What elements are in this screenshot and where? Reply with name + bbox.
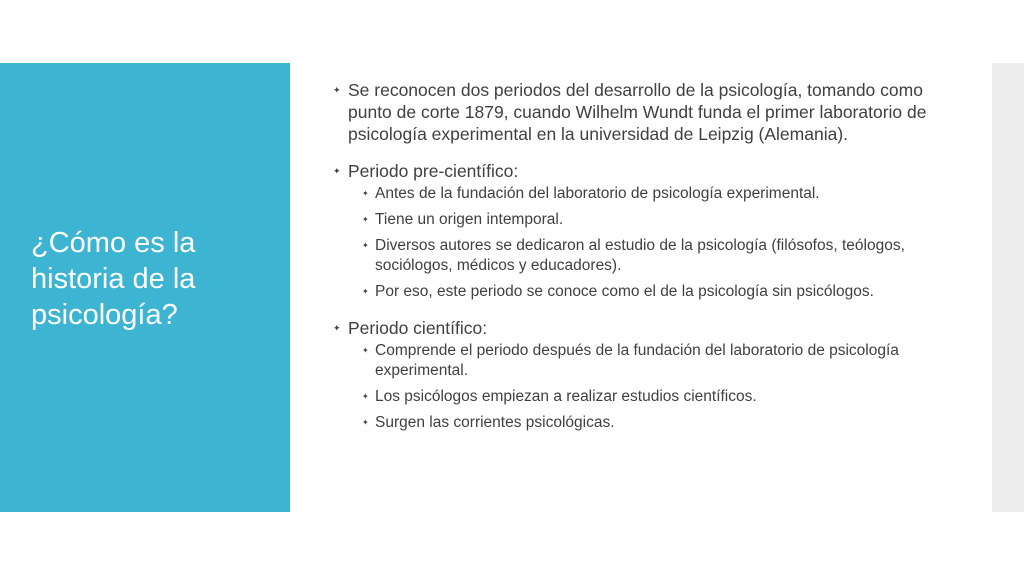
- sparkle-bullet-icon: ✦: [333, 85, 341, 95]
- bullet-item: [333, 79, 943, 145]
- sparkle-bullet-icon: ✦: [362, 215, 369, 224]
- sub-bullet-item: [333, 413, 943, 433]
- sub-bullet-item: [333, 282, 943, 302]
- sparkle-bullet-icon: ✦: [333, 166, 341, 176]
- sub-bullet-item: [333, 387, 943, 407]
- sub-bullet-text: Surgen las corrientes psicológicas.: [375, 414, 615, 431]
- sub-bullet-list: [348, 184, 943, 302]
- sparkle-bullet-icon: ✦: [362, 346, 369, 355]
- sub-bullet-text: Diversos autores se dedicaron al estudio de la psicología (filósofos, teólogos, sociólogos, médicos y educadores).: [375, 237, 905, 274]
- sub-bullet-list: [348, 341, 943, 433]
- sparkle-bullet-icon: ✦: [362, 392, 369, 401]
- slide-body: [333, 79, 943, 441]
- sparkle-bullet-icon: ✦: [333, 323, 341, 333]
- sub-bullet-text: Tiene un origen intemporal.: [375, 211, 564, 228]
- sparkle-bullet-icon: ✦: [362, 287, 369, 296]
- sub-bullet-item: [333, 341, 943, 381]
- slide-title: ¿Cómo es la historia de la psicología?: [31, 227, 196, 331]
- bullet-item: [333, 160, 943, 302]
- sparkle-bullet-icon: ✦: [362, 241, 369, 250]
- bullet-item: [333, 317, 943, 433]
- sparkle-bullet-icon: ✦: [362, 189, 369, 198]
- bullet-list: [333, 79, 943, 433]
- sub-bullet-item: [333, 236, 943, 276]
- bullet-text: Se reconocen dos periodos del desarrollo de la psicología, tomando como punto de corte 1879, cuando Wilhelm Wundt funda el primer laboratorio de psicología experimental en la universidad de Leipzig (Alemania).: [348, 80, 927, 144]
- right-decorative-strip: [992, 63, 1024, 512]
- sub-bullet-item: [333, 210, 943, 230]
- sub-bullet-text: Antes de la fundación del laboratorio de psicología experimental.: [375, 185, 820, 202]
- sub-bullet-item: [333, 184, 943, 204]
- sparkle-bullet-icon: ✦: [362, 418, 369, 427]
- sub-bullet-text: Por eso, este periodo se conoce como el de la psicología sin psicólogos.: [375, 283, 874, 300]
- sub-bullet-text: Comprende el periodo después de la fundación del laboratorio de psicología experimental.: [375, 342, 899, 379]
- sub-bullet-text: Los psicólogos empiezan a realizar estudios científicos.: [375, 388, 757, 405]
- bullet-text: Periodo científico:: [348, 318, 488, 338]
- bullet-text: Periodo pre-científico:: [348, 161, 519, 181]
